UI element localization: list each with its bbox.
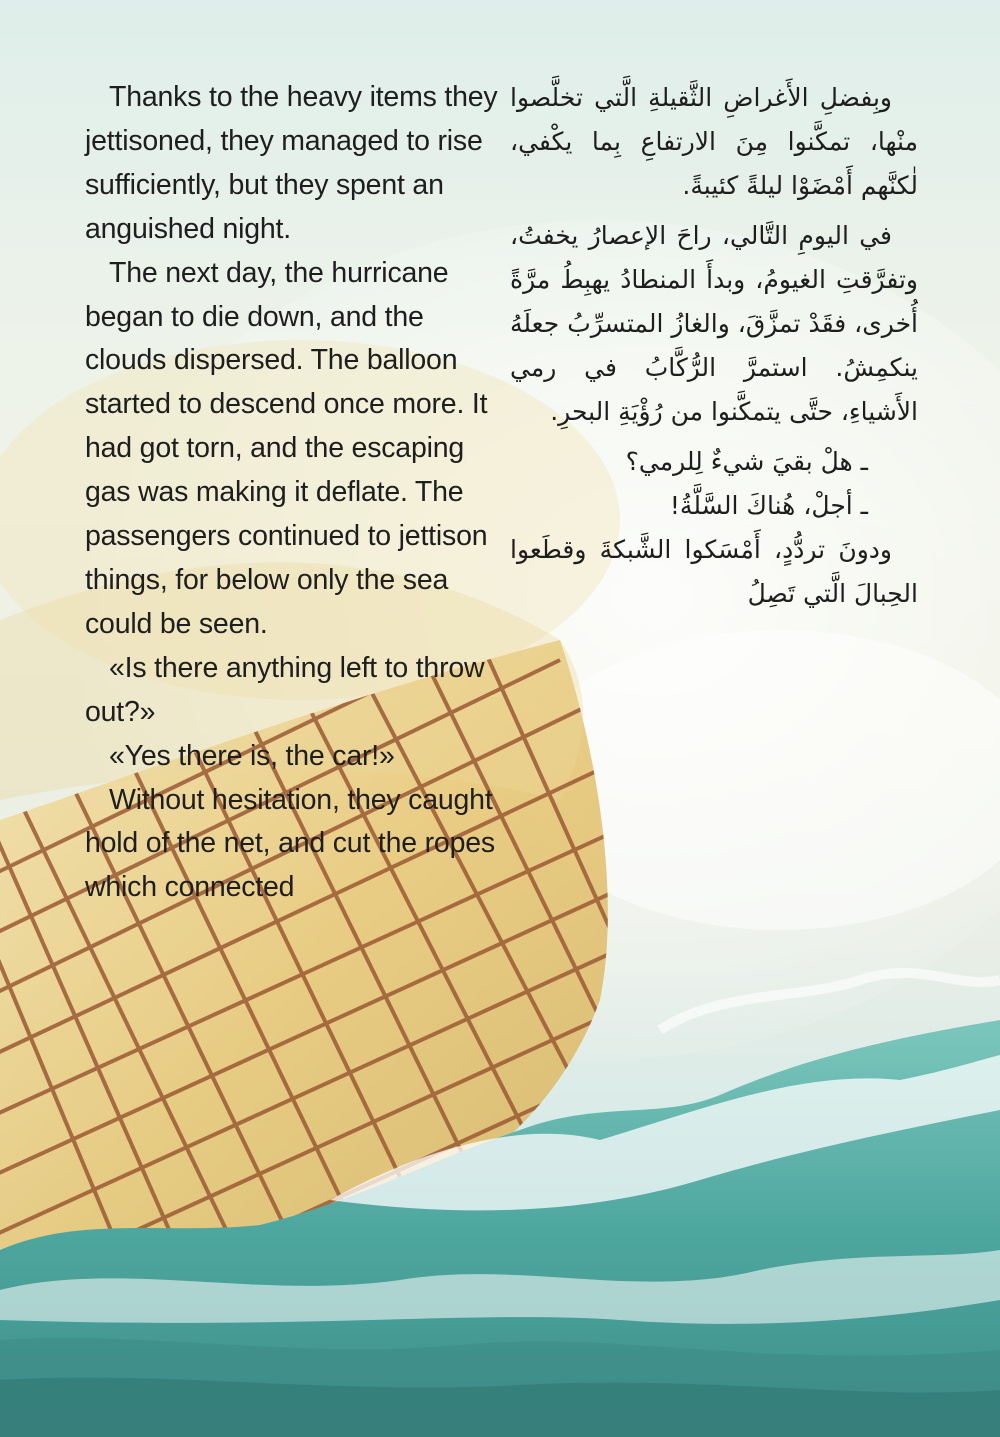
english-dialogue-line: «Is there anything left to throw out?» (85, 651, 485, 728)
english-dialogue-line: «Yes there is, the car!» (109, 739, 395, 772)
arabic-text-column (510, 76, 918, 622)
english-paragraph: The next day, the hurricane began to die down, and the clouds dispersed. The balloon started to descend once more. It had got torn, and the escaping gas was making it deflate. The passengers continued to jettison things, for below only the sea could be seen. (85, 256, 488, 640)
arabic-dialogue-line: ـ أجلْ، هُناكَ السَّلَّةُ! (669, 491, 868, 520)
english-paragraph: Without hesitation, they caught hold of the net, and cut the ropes which connected (85, 783, 495, 904)
english-paragraph: Thanks to the heavy items they jettisoned, they managed to rise sufficiently, but they spent an anguished night. (85, 81, 498, 245)
arabic-paragraph: وبِفضلِ الأَغراضِ الثَّقيلةِ الَّتي تخلَّصوا منْها، تمكَّنوا مِنَ الارتفاعِ بِما يكْفي، لٰكنَّهم أَمْضَوْا ليلةً كئيبةً. (510, 83, 918, 200)
arabic-paragraph: في اليومِ التَّالي، راحَ الإعصارُ يخفتُ، وتفرَّقتِ الغيومُ، وبدأَ المنطادُ يهبِطُ مرَّةً أُخرى، فقَدْ تمزَّقَ، والغازُ المتسرِّبُ جعلَهُ ينكمِشُ. استمرَّ الرُّكَّابُ في رمي الأَشياءِ، حتَّى يتمكَّنوا من رُؤْيَةِ البحرِ. (510, 221, 918, 426)
english-text-column (85, 76, 505, 910)
arabic-paragraph: ودونَ تردُّدٍ، أَمْسَكوا الشَّبكةَ وقطَعوا الحِبالَ الَّتي تَصِلُ (510, 535, 918, 608)
arabic-dialogue-line: ـ هلْ بقيَ شيءٌ لِلرمي؟ (625, 447, 868, 476)
